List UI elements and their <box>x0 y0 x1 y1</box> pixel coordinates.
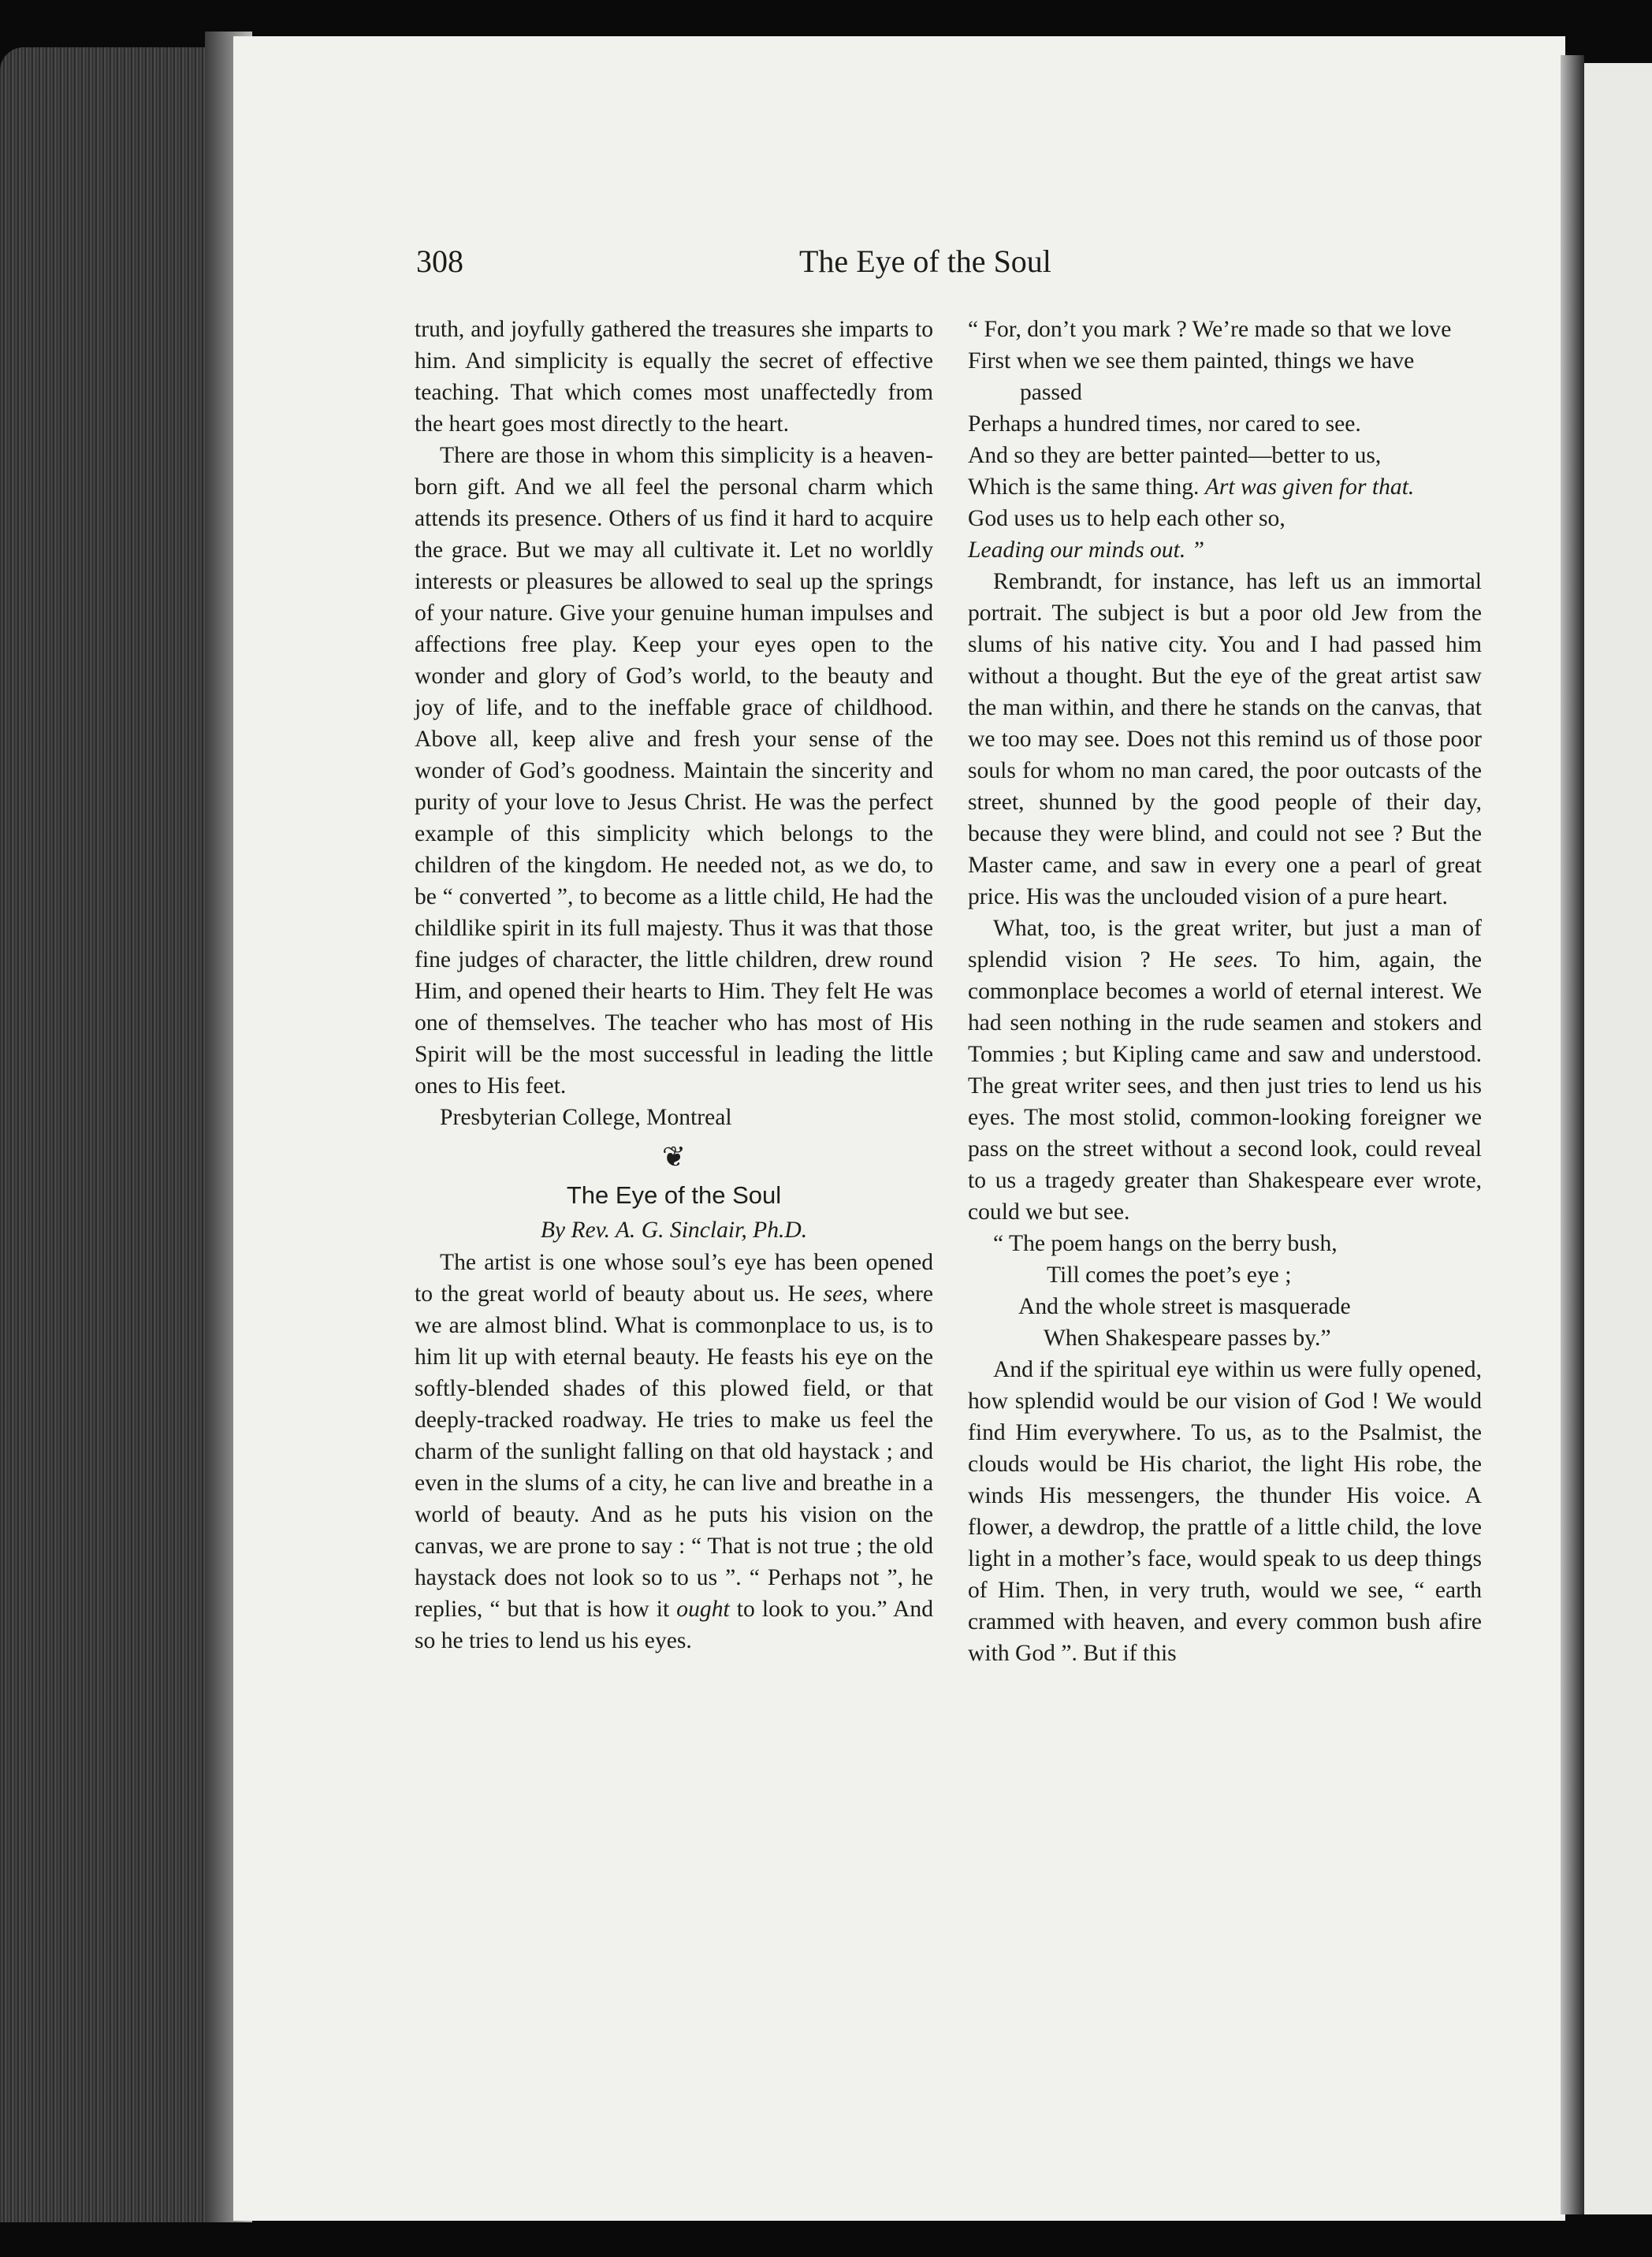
paragraph: The artist is one whose soul’s eye has been opened to the great world of beauty about us. He sees, where we are almost blind. What is commonplace to us, is to him lit up with eternal beauty. He feasts his eye on the softly-blended shades of this plowed field, or that deeply-tracked roadway. He tries to make us feel the charm of the sunlight falling on that old haystack ; and even in the slums of a city, he can live and breathe in a world of beauty. And as he puts his vision on the canvas, we are prone to say : “ That is not true ; the old haystack does not look so to us ”. “ Perhaps not ”, he replies, “ but that is how it ought to look to you.” And so he tries to lend us his eyes. <box>415 1250 934 1653</box>
signature: Presbyterian College, Montreal <box>440 1105 732 1130</box>
poem-quote <box>968 1228 1482 1354</box>
fleuron-icon: ❦ <box>661 1141 686 1173</box>
paragraph: What, too, is the great writer, but just a man of splendid vision ? He sees. To him, again, the commonplace becomes a world of eternal interest. We had seen nothing in the rude seamen and stokers and Tommies ; but Kipling came and saw and understood. The great writer sees, and then just tries to lend us his eyes. The most stolid, common-looking foreigner we pass on the street without a second look, could reveal to us a tragedy greater than Shakespeare ever wrote, could we but see. <box>968 916 1482 1225</box>
poem-quote <box>968 314 1482 566</box>
paragraph: Rembrandt, for instance, has left us an immortal portrait. The subject is but a poor old Jew from the slums of his native city. You and I had passed him without a thought. But the eye of the great artist saw the man within, and there he stands on the canvas, that we too may see. Does not this remind us of those poor souls for whom no man cared, the poor outcasts of the street, shunned by the good people of their day, because they were blind, and could not see ? But the Master came, and saw in every one a pearl of great price. His was the unclouded vision of a pure heart. <box>968 569 1482 909</box>
paragraph: And if the spiritual eye within us were fully opened, how splendid would be our vision of God ! We would find Him everywhere. To us, as to the Psalmist, the clouds would be His chariot, the light His robe, the winds His messengers, the thunder His voice. A flower, a dewdrop, the prattle of a little child, the love light in a mother’s face, would speak to us deep things of Him. Then, in very truth, would we see, “ earth crammed with heaven, and every common bush afire with God ”. But if this <box>968 1357 1482 1666</box>
poem-line: “ For, don’t you mark ? We’re made so that we love <box>968 317 1452 342</box>
book-page-edges <box>0 47 236 2222</box>
page-number: 308 <box>416 244 463 279</box>
poem-line: And so they are better painted—better to us, <box>968 443 1382 468</box>
poem-line: Leading our minds out. ” <box>968 537 1205 563</box>
left-column <box>415 314 933 1656</box>
poem-line: First when we see them painted, things we have passed <box>968 348 1415 405</box>
right-gutter-shadow <box>1561 55 1584 2214</box>
article-title: The Eye of the Soul <box>566 1181 782 1209</box>
poem-line: “ The poem hangs on the berry bush, <box>993 1231 1338 1256</box>
poem-line: Which is the same thing. Art was given for that. <box>968 474 1415 500</box>
poem-line: Perhaps a hundred times, nor cared to see. <box>968 411 1361 437</box>
paragraph: truth, and joyfully gathered the treasures she imparts to him. And simplicity is equally the secret of effective teaching. That which comes most unaffectedly from the heart goes most directly to the heart. <box>415 317 933 437</box>
poem-line: God uses us to help each other so, <box>968 506 1286 531</box>
poem-line: And the whole street is masquerade <box>1018 1294 1351 1319</box>
byline: By Rev. A. G. Sinclair, Ph.D. <box>540 1218 808 1243</box>
paragraph: There are those in whom this simplicity is a heaven-born gift. And we all feel the personal charm which attends its presence. Others of us find it hard to acquire the grace. But we may all cultivate it. Let no worldly interests or pleasures be allowed to seal up the springs of your nature. Give your genuine human impulses and affections free play. Keep your eyes open to the wonder and glory of God’s world, to the beauty and joy of life, and to the ineffable grace of childhood. Above all, keep alive and fresh your sense of the wonder of God’s goodness. Maintain the sincerity and purity of your love to Jesus Christ. He was the perfect example of this simplicity which belongs to the children of the kingdom. He needed not, as we do, to be “ converted ”, to become as a little child, He had the childlike spirit in its full majesty. Thus it was that those fine judges of character, the little children, drew round Him, and opened their hearts to Him. They felt He was one of themselves. The teacher who has most of His Spirit will be the most successful in leading the little ones to His feet. <box>415 443 933 1099</box>
right-column <box>968 314 1482 1669</box>
poem-line: Till comes the poet’s eye ; <box>1047 1262 1292 1288</box>
poem-line: When Shakespeare passes by.” <box>1044 1326 1331 1351</box>
running-title: The Eye of the Soul <box>799 244 1051 279</box>
facing-page-edge <box>1584 63 1652 2214</box>
